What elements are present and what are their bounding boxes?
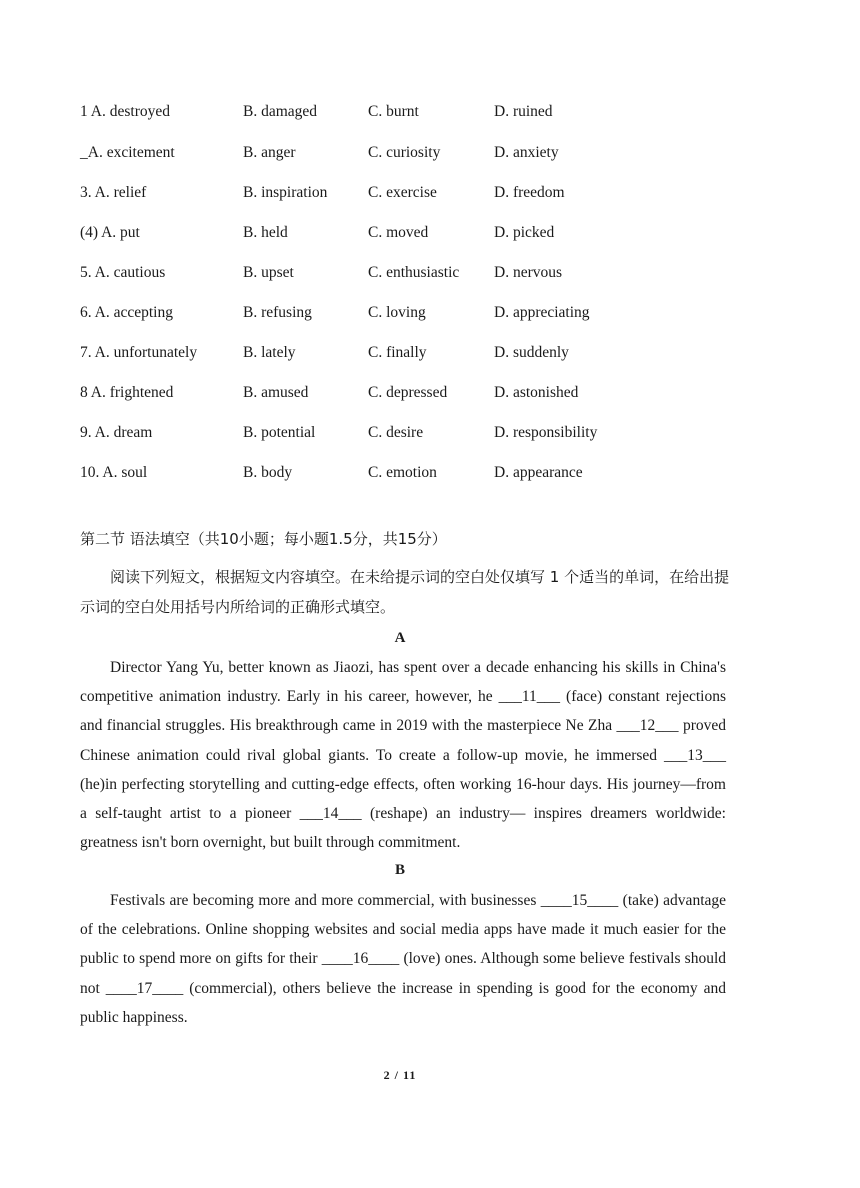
blank-14: ___14___ xyxy=(299,805,362,823)
passage-a-text: Director Yang Yu, better known as Jiaozi, has spent over a decade enhancing his skills in China's competitive animation industry. Early in his career, however, he ___11___ (face) constant rejections and financial struggles. His breakthrough came in 2019 with the masterpiece Ne Zha ___12___ proved Chinese animation could rival global giants. To create a follow-up movie, he immersed ___13___ (he)in perfecting storytelling and cutting-edge effects, often working 16-hour days. His journey—from a self-taught artist to a pioneer ___14___ (reshape) an industry— inspires dreamers worldwide: greatness isn't born overnight, but built through commitment. xyxy=(80,659,727,852)
option-b: B. upset xyxy=(243,264,294,281)
option-d: D. nervous xyxy=(494,264,563,281)
option-b: B. held xyxy=(243,224,288,241)
blank-15: ____15____ xyxy=(540,892,619,909)
option-c: C. loving xyxy=(368,304,426,321)
option-b: B. refusing xyxy=(243,304,312,321)
passage-a-heading: A xyxy=(394,630,406,646)
option-c: C. burnt xyxy=(368,103,419,120)
option-a: 7. A. unfortunately xyxy=(80,344,198,361)
option-a: 9. A. dream xyxy=(80,424,153,441)
option-a: 3. A. relief xyxy=(80,184,147,201)
passage-b-heading: B xyxy=(394,862,405,878)
option-d: D. freedom xyxy=(494,184,565,201)
blank-13: ___13___ xyxy=(664,746,726,764)
option-c: C. emotion xyxy=(368,464,437,481)
option-b: B. amused xyxy=(243,384,309,401)
option-row xyxy=(0,264,860,292)
option-c: C. moved xyxy=(368,224,429,241)
option-row xyxy=(0,103,860,131)
option-d: D. anxiety xyxy=(494,144,559,161)
blank-11: ___11___ xyxy=(498,688,561,706)
option-c: C. depressed xyxy=(368,384,448,401)
option-row xyxy=(0,384,860,412)
option-row xyxy=(0,144,860,172)
option-d: D. appearance xyxy=(494,464,583,481)
option-c: C. exercise xyxy=(368,184,437,201)
option-d: D. appreciating xyxy=(494,304,590,321)
option-a: 10. A. soul xyxy=(80,464,148,481)
option-a: 8 A. frightened xyxy=(80,384,174,401)
passage-b-text: Festivals are becoming more and more commercial, with businesses ____15____ (take) advantage of the celebrations. Online shopping websites and social media apps have made it much easier for the public to spend more on gifts for their ____16____ (love) ones. Although some believe festivals should not ____17____ (commercial), others believe the increase in spending is good for the economy and public happiness. xyxy=(80,892,727,1026)
option-b: B. potential xyxy=(243,424,316,441)
option-row xyxy=(0,344,860,372)
blank-16: ____16____ xyxy=(321,950,400,968)
option-d: D. astonished xyxy=(494,384,579,401)
option-b: B. anger xyxy=(243,144,296,161)
option-c: C. desire xyxy=(368,424,424,441)
section-title: 第二节 语法填空（共10小题；每小题1.5分，共15分） xyxy=(80,530,447,548)
option-c: C. curiosity xyxy=(368,144,441,161)
option-a: 5. A. cautious xyxy=(80,264,166,281)
option-b: B. lately xyxy=(243,344,296,361)
option-b: B. body xyxy=(243,464,293,481)
option-row xyxy=(0,424,860,452)
option-row xyxy=(0,304,860,332)
option-d: D. ruined xyxy=(494,103,553,120)
option-a: 1 A. destroyed xyxy=(80,103,170,120)
option-row xyxy=(0,184,860,212)
page-number: 2 / 11 xyxy=(383,1068,417,1082)
option-d: D. picked xyxy=(494,224,555,241)
option-d: D. suddenly xyxy=(494,344,569,361)
option-a: (4) A. put xyxy=(80,224,140,241)
option-c: C. enthusiastic xyxy=(368,264,460,281)
section-instructions: 阅读下列短文，根据短文内容填空。在未给提示词的空白处仅填写 1 个适当的单词，在给出提示词的空白处用括号内所给词的正确形式填空。 xyxy=(80,568,730,616)
option-b: B. inspiration xyxy=(243,184,328,201)
option-c: C. finally xyxy=(368,344,427,361)
option-row xyxy=(0,224,860,252)
option-d: D. responsibility xyxy=(494,424,598,441)
blank-12: ___12___ xyxy=(616,717,679,735)
option-a: _A. excitement xyxy=(80,144,175,161)
blank-17: ____17____ xyxy=(105,979,184,997)
option-a: 6. A. accepting xyxy=(80,304,173,321)
option-b: B. damaged xyxy=(243,103,318,120)
option-row xyxy=(0,464,860,492)
